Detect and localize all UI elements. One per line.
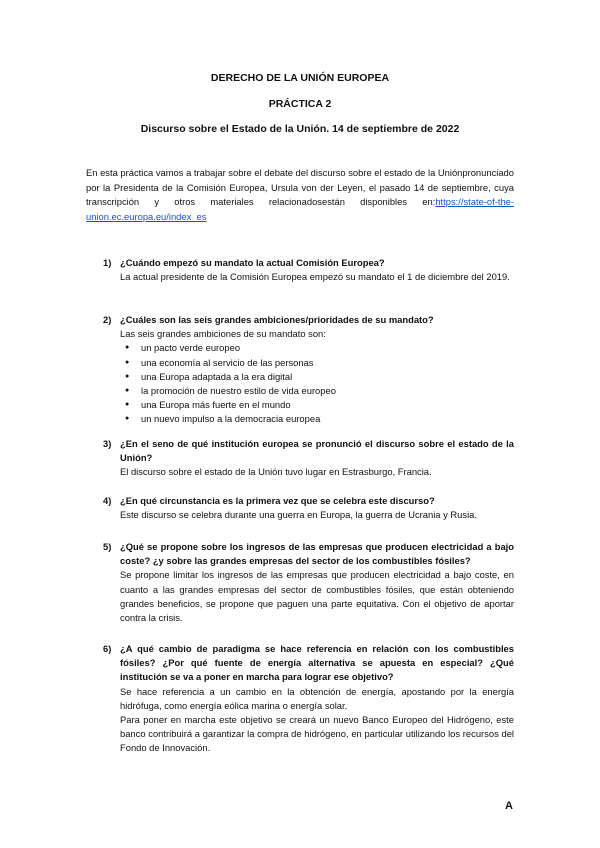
question-text: ¿Cuáles son las seis grandes ambiciones/prioridades de su mandato? xyxy=(120,314,434,325)
question-block-5 xyxy=(103,540,514,625)
page-subtitle: Discurso sobre el Estado de la Unión. 14 de septiembre de 2022 xyxy=(140,123,460,135)
question-number: 5) xyxy=(103,541,112,552)
answer-text: Se hace referencia a un cambio en la obtención de energía, apostando por la energía hidrófuga, como energía eólica marina o energía solar. xyxy=(120,685,514,711)
ambitions-list xyxy=(125,341,514,426)
question-block-4 xyxy=(103,494,514,522)
list-item: ● un nuevo impulso a la democracia europea xyxy=(125,412,514,426)
question-text: ¿Cuándo empezó su mandato la actual Comisión Europea? xyxy=(120,257,385,268)
question-number: 2) xyxy=(103,314,112,325)
list-item: ● la promoción de nuestro estilo de vida europeo xyxy=(125,384,514,398)
footer-mark: A xyxy=(505,800,513,812)
question-text: ¿Qué se propone sobre los ingresos de las empresas que producen electricidad a bajo coste? ¿y sobre las grandes empresas del sector de los combustibles fósiles? xyxy=(120,541,514,567)
question-number: 3) xyxy=(103,438,112,449)
question-block-3 xyxy=(103,437,514,480)
question-text: ¿En el seno de qué institución europea se pronunció el discurso sobre el estado de la Unión? xyxy=(120,438,514,464)
answer-text: Se propone limitar los ingresos de las empresas que producen electricidad a bajo coste, en cuanto a las grandes empresas del sector de combustibles fósiles, que están obteniendo grandes beneficios, se propone que paguen una parte equitativa. Con el objetivo de aportar contra la crisis. xyxy=(120,569,514,624)
question-text: ¿En qué circunstancia es la primera vez que se celebra este discurso? xyxy=(120,495,435,506)
practice-title: PRÁCTICA 2 xyxy=(268,98,332,110)
question-block-6 xyxy=(103,642,514,756)
question-block-1 xyxy=(103,256,514,284)
question-block-2 xyxy=(103,313,514,427)
intro-text: En esta práctica vamos a trabajar sobre el debate del discurso sobre el estado de la Uniónpronunciado por la Presidenta de la Comisión Europea, Ursula von der Leyen, el pasado 14 de septiembre, cuya transcripción y otros materiales relacionadosestán disponibles en: xyxy=(86,167,514,208)
question-text: ¿A qué cambio de paradigma se hace referencia en relación con los combustibles fósiles? ¿Por qué fuente de energía alternativa se apuesta en especial? ¿Qué institución se va a poner en marcha para lograr ese objetivo? xyxy=(120,643,514,683)
answer-text: Las seis grandes ambiciones de su mandato son: xyxy=(120,328,326,340)
answer-text: La actual presidente de la Comisión Europea empezó su mandato el 1 de diciembre del 2019. xyxy=(120,271,510,283)
question-number: 4) xyxy=(103,495,112,506)
question-number: 6) xyxy=(103,643,112,654)
intro-link[interactable]: https://state-of-the-union.ec.europa.eu/index_es xyxy=(86,196,514,223)
list-item: ● una Europa adaptada a la era digital xyxy=(125,370,514,384)
intro-paragraph xyxy=(86,166,514,225)
list-item: ● una Europa más fuerte en el mundo xyxy=(125,398,514,412)
question-number: 1) xyxy=(103,257,112,268)
answer-text: Este discurso se celebra durante una guerra en Europa, la guerra de Ucrania y Rusia. xyxy=(120,509,477,521)
list-item: ● una economía al servicio de las personas xyxy=(125,356,514,370)
course-title: DERECHO DE LA UNIÓN EUROPEA xyxy=(210,72,390,84)
answer-text: El discurso sobre el estado de la Unión tuvo lugar en Estrasburgo, Francia. xyxy=(120,466,432,478)
list-item: ● un pacto verde europeo xyxy=(125,341,514,355)
answer-text-continued: Para poner en marcha este objetivo se creará un nuevo Banco Europeo del Hidrógeno, este banco contribuirá a garantizar la compra de hidrógeno, en particular utilizando los recursos del Fondo de Innovación. xyxy=(120,714,514,754)
